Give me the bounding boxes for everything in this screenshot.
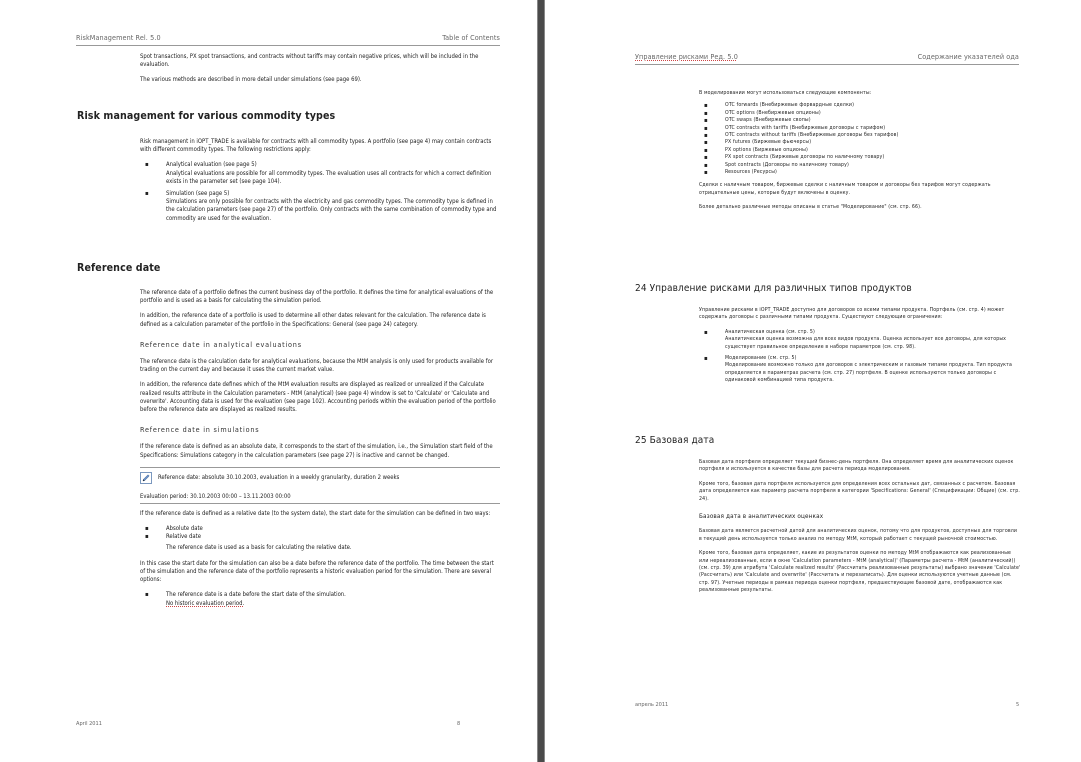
document-page-right (544, 0, 1081, 762)
list-item: ▪ PX futures (Биржевые фьючерсы) (699, 139, 1021, 146)
paragraph: Spot transactions, PX spot transactions, and contracts without tariffs may contain negative prices, which will be included in the evaluation. (140, 54, 479, 69)
paragraph: Risk management in iOPT_TRADE is available for contracts with all commodity types. A portfolio (see page 4) may contain contracts with different commodity types. The following restrictions apply: (140, 139, 492, 154)
list-item: ▪ PX options (Биржевые опционы) (699, 147, 1021, 154)
footer-page-number: 8 (457, 721, 461, 727)
paragraph: In this case the start date for the simulation can also be a date before the reference date of the portfolio. The time between the start of the simulation and the reference date of the portfolio represents a historic evaluation period for the simulation. There are several options: (140, 560, 494, 584)
paragraph: If the reference date is defined as a relative date (to the system date), the start date for the simulation can be defined in two ways: (140, 511, 491, 518)
risk-block (140, 138, 500, 229)
header-title: Управление рисками Ред. 5.0 (635, 52, 738, 61)
paragraph: Кроме того, базовая дата определяет, какие из результатов оценки по методу MtM отображаются как реализованные или нереализованные, если в окне 'Calculation parameters - MtM (analytical)' (Параметры расчета - MtM (аналитический)) (см. стр. 39) для атрибута 'Calculate realized results' (Рассчитать реализованные результаты) выбрано значение 'Calculate' (Рассчитать) или 'Calculate and overwrite' (Рассчитать и перезаписать). Для оценки используются учетные данные (см. стр. 97). Учетные периоды в рамках периода оценки портфеля, предшествующие базовой дате, отображаются как реализованные результаты. (699, 550, 1021, 594)
bullet-list (699, 102, 1021, 176)
paragraph: The reference date of a portfolio defines the current business day of the portfolio. It defines the time for analytical evaluations of the portfolio and is used as a basis for calculating the simulation period. (140, 290, 494, 305)
list-item: ▪ OTC options (Внебиржевые опционы) (699, 110, 1021, 117)
list-item: ▪ PX spot contracts (Биржевые договоры по наличному товару) (699, 154, 1021, 161)
bullet-list (699, 329, 1021, 385)
footer-date: апрель 2011 (635, 702, 669, 708)
bullet-text: Моделирование возможно только для договоров с электрическим и газовым типами продукта. Тип продукта определяется в параметрах расчета (см. стр. 27) портфеля. В оценке используются только договоры с одинаковой комбинацией типа продукта. (725, 362, 1013, 384)
paragraph: Базовая дата является расчетной датой для аналитических оценок, потому что для продуктов, доступных для торговли в текущий день используется только анализ по методу MtM, который работает с текущей рыночной стоимостью. (699, 528, 1018, 542)
bullet-text: Аналитическая оценка возможна для всех видов продукта. Оценка использует все договоры, для которых существует правильное определение в наборе параметров (см. стр. 98). (725, 336, 1007, 350)
list-item (699, 329, 1021, 351)
paragraph: Кроме того, базовая дата портфеля используется для определения всех остальных дат, связанных с расчетом. Базовая дата определяется как параметр расчета портфеля в категории 'Specifications: General' (Спецификации: Общие) (см. стр. 24). (699, 480, 1021, 502)
pencil-note-icon (140, 472, 152, 484)
page-header (76, 33, 500, 46)
components-block (699, 90, 1021, 219)
list-item: ▪ Absolute date (140, 525, 500, 533)
paragraph: В моделировании могут использоваться следующие компоненты: (699, 90, 872, 96)
evaluation-period: Evaluation period: 30.10.2003 00:00 – 13.11.2003 00:00 (140, 493, 291, 500)
subsection-heading: Reference date in simulations (140, 425, 260, 435)
section-heading: Risk management for various commodity types (77, 110, 336, 122)
intro-block (140, 53, 500, 92)
footer-date: April 2011 (76, 721, 102, 727)
risk-block (699, 307, 1021, 391)
list-item: ▪ OTC contracts with tariffs (Внебиржевые договоры с тарифом) (699, 125, 1021, 132)
section-heading: 25 Базовая дата (635, 435, 715, 446)
paragraph: In addition, the reference date of a portfolio is used to determine all other dates relevant for the calculation. The reference date is defined as a calculation parameter of the portfolio in the Specifications: General (see page 24) category. (140, 313, 486, 328)
bullet-list (140, 161, 500, 222)
paragraph: Управление рисками в iOPT_TRADE доступно для договоров со всеми типами продукта. Портфель (см. стр. 4) может содержать договоры с различными типами продукта. Существуют следующие ограничения: (699, 307, 1005, 321)
paragraph: Более детально различные методы описаны в статье "Моделирование" (см. стр. 66). (699, 204, 922, 211)
paragraph: The various methods are described in more detail under simulations (see page 69). (140, 77, 362, 84)
bullet-title: ▪ Analytical evaluation (see page 5) (166, 162, 257, 169)
section-heading: Reference date (77, 262, 161, 274)
paragraph: In addition, the reference date defines which of the MtM evaluation results are displayed as realized or unrealized if the Calculate realized results attribute in the Calculation parameters - MtM (analytical) (see page 4) window is set to 'Calculate' or 'Calculate and overwrite'. Accounting data is used for the evaluation (see page 102). Accounting periods within the evaluation period of the portfolio before the reference date are displayed as realized results. (140, 382, 496, 414)
header-section: Содержание указателей ода (917, 52, 1019, 61)
header-section: Table of Contents (442, 33, 500, 42)
subsection-heading: Reference date in analytical evaluations (140, 339, 302, 349)
list-item (699, 355, 1021, 385)
note-text: Reference date: absolute 30.10.2003, evaluation in a weekly granularity, duration 2 weeks (158, 474, 400, 481)
bullet-title: ▪ Аналитическая оценка (см. стр. 5) (725, 328, 815, 335)
bullet-text: The reference date is used as a basis for calculating the relative date. (166, 544, 352, 551)
list-item (140, 161, 500, 186)
refdate-block (140, 289, 500, 614)
bullet-text: No historic evaluation period. (166, 600, 245, 607)
list-item: ▪ OTC forwards (Внебиржевые форвардные сделки) (699, 102, 1021, 109)
list-item (140, 190, 500, 223)
refdate-block (699, 459, 1021, 602)
subsection-heading: Базовая дата в аналитических оценках (699, 513, 824, 521)
list-item: ▪ OTC swaps (Внебиржевые свопы) (699, 117, 1021, 124)
paragraph: The reference date is the calculation date for analytical evaluations, because the MtM analysis is only used for products available for trading on the current day and because it uses the current market value. (140, 359, 494, 374)
page-header (635, 52, 1019, 65)
list-item: ▪ OTC contracts without tariffs (Внебиржевые договоры без тарифов) (699, 132, 1021, 139)
list-item (140, 591, 500, 607)
bullet-title: ▪ Simulation (see page 5) (166, 191, 230, 198)
paragraph: Базовая дата портфеля определяет текущий бизнес-день портфеля. Она определяет время для аналитических оценок портфеля и используется в качестве базы для расчета периода моделирования. (699, 459, 1014, 473)
document-page-left (0, 0, 538, 762)
bullet-title: ▪ The reference date is a date before the start date of the simulation. (166, 592, 346, 599)
bullet-list (140, 591, 500, 607)
list-item: ▪ Resources (Ресурсы) (699, 169, 1021, 176)
section-heading: 24 Управление рисками для различных типов продуктов (635, 283, 912, 294)
footer-page-number: 5 (1016, 702, 1020, 708)
bullet-list (140, 525, 500, 541)
bullet-title: ▪ Моделирование (см. стр. 5) (725, 355, 797, 362)
list-item: ▪ Spot contracts (Договоры по наличному товару) (699, 162, 1021, 169)
example-note (140, 467, 500, 504)
paragraph: Сделки с наличным товаром, биржевые сделки с наличным товаром и договоры без тарифов могут содержать отрицательные цены, которые будут включены в оценку. (699, 182, 991, 196)
bullet-text: Simulations are only possible for contracts with the electricity and gas commodity types. The commodity type is defined in the calculation parameters (see page 27) of the portfolio. Only contracts with the same combination of commodity type and commodity are used for the evaluation. (166, 199, 497, 222)
header-title: RiskManagement Rel. 5.0 (76, 33, 161, 42)
bullet-text: Analytical evaluations are possible for all commodity types. The evaluation uses all contracts for which a correct definition exists in the parameter set (see page 104). (166, 170, 492, 185)
paragraph: If the reference date is defined as an absolute date, it corresponds to the start of the simulation, i.e., the Simulation start field of the Specifications: Simulations category in the calculation parameters (see page 27) is inactive and cannot be changed. (140, 444, 493, 459)
list-item: ▪ Relative date (140, 533, 500, 541)
